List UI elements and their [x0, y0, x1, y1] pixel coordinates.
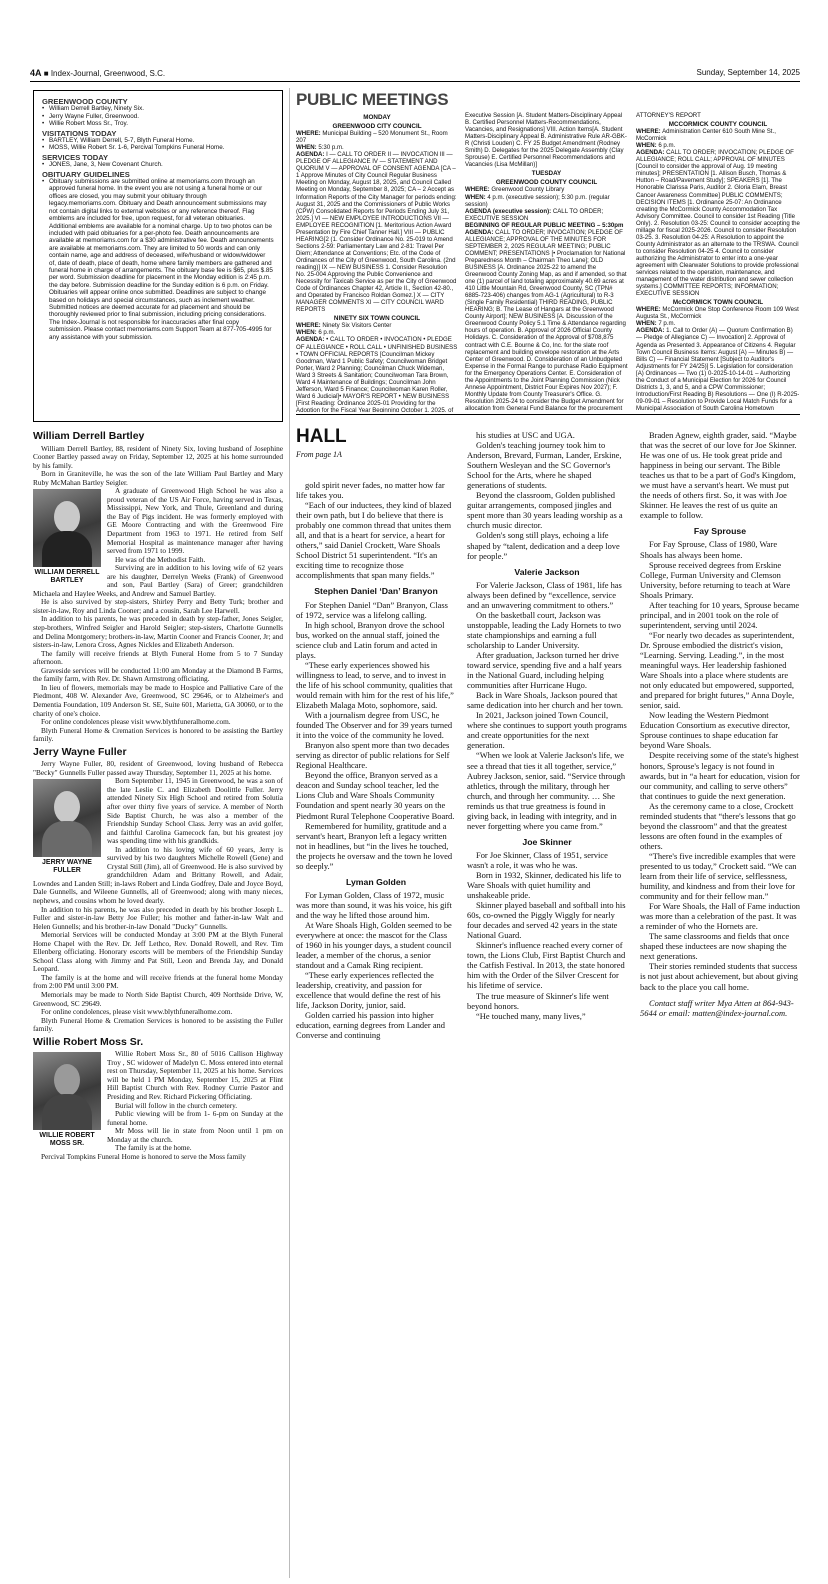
story-column-3	[640, 430, 800, 1578]
story-paragraph: Despite receiving some of the state's highest honors, Sprouse's legacy is not found in awards, but in “a heart for education, vision for our community, and calling to serve others” that continues to guide the next generation.	[640, 750, 800, 801]
obit-paragraph: In addition to his parents, he was also preceded in death by his brother Joseph L. Fuller and sister-in-law Betty Joe Fuller; his mother and father-in-law Walt and Helen Gunnells; and his brother-in-law Donald "Ducky" Gunnells.	[33, 904, 283, 931]
guidelines-heading: OBITUARY GUIDELINES	[42, 169, 130, 179]
meeting-label: WHERE:	[636, 306, 661, 314]
meeting-entry	[636, 128, 800, 142]
meeting-text: Executive Session [A. Student Matters-Disciplinary Appeal B. Certified Personnel Matters-Recommendations, Vacancies, and Resignations] VIII. Action Items[A. Student Matters-Disciplinary Appeal B. Administrative Rule AR-GBK-R (Christi Louden) C. FY 25 Budget Amendment (Rodney Smith) D. Delegates for the 2025 Delegate Assembly (Clay Sprouse) E. Certified Personnel Recommendations and Vacancies (Lisa McMillan)]	[465, 112, 627, 169]
meeting-text: CALL TO ORDER; INVOCATION; PLEDGE OF ALLEGIANCE; APPROVAL OF THE MINUTES FOR SEPTEMBER 2, 2025 REGULAR MEETING; PUBLIC COMMENT; PRESENTATIONS [• Proclamation for National Preparedness Month – Chairman Theo Lane]; OLD BUSINESS [A. Ordinance 2025-22 to amend the Greenwood County Zoning Map, as and if amended, so that one (1) parcel of land totaling approximately 40.69 acres at 410 Little Mountain Rd, Greenwood County, SC (TPN# 6885-723-406) changes from AG-1 (Agricultural) to R-3 (Single Family Residential) THIRD READING, PUBLIC HEARING; B. The Lease of Hangars at the Greenwood County Airport]; NEW BUSINESS [A. Discussion of the Greenwood County Policy 5.1 Time & Attendance regarding hours of operation. B. Approval of 2026 Official County Holidays. C. Consideration of the Approval of $708,875 contract with C.E. Bourne & Co, Inc. for the slate roof replacement and building envelope restoration at the Arts Center of Greenwood. D. Consideration of an Unbudgeted Expense in the Formal Range to purchase Radio Equipment for the Emergency Operations Center. E. Consideration of the Appointments to the Joint Planning Commission (Nick Annese Appointment, District Four Expires Nov 2027); F. Monthly Update from County Treasurer's Office. G. Resolution 2025-24 to consider the Budget Amendment for allocation from General Fund Balance for the procurement	[465, 228, 628, 412]
inductee-subhead: Fay Sprouse	[693, 526, 747, 537]
meeting-heading: TUESDAY	[531, 170, 562, 178]
meeting-entry	[296, 130, 458, 144]
section-divider	[296, 414, 800, 415]
story-column-2	[467, 430, 627, 1578]
story-paragraph: gold spirit never fades, no matter how far life takes you.	[296, 480, 445, 501]
meeting-text: ATTORNEY'S REPORT	[636, 112, 701, 119]
meeting-entry	[465, 229, 628, 412]
story-paragraph: Skinner's influence reached every corner of town, the Lions Club, First Baptist Church and the Catfish Festival. In 2013, the state honored him with the Order of the Silver Crescent for his lifetime of service.	[467, 940, 626, 991]
header-date: Sunday, September 14, 2025	[696, 68, 800, 77]
meeting-text: I — CALL TO ORDER II — INVOCATION III — PLEDGE OF ALLEGIANCE IV — STATEMENT AND QUORUM V — APPROVAL OF CONSENT AGENDA [CA – 1 Approve Minutes of City Council Regular Business Meeting on Monday, August 18, 2025, and Council Called Meeting on Monday, September 8, 2025; CA – 2 Accept as Information Reports of the City Manager for periods ending: August 31, 2025 and the Commissioners of Public Works (CPW) Consolidated Reports for Periods Ending July 31, 2025.] VI — NEW EMPLOYEE INTRODUCTIONS VII — EMPLOYEE RECOGNITION [1. Meritorious Action Award Presentation by Fire Chief Tanner Hall.] VIII — PUBLIC HEARING[2 (1. Consider Ordinance No. 25-019 to Amend Sections 2-59: Parliamentary Law and 2-81: Travel Per Diem; Attendance at Conventions; Etc. of the Code of Ordinances of the City of Greenwood, South Carolina. (2nd reading)] IX — NEW BUSINESS 1. Consider Resolution No. 25-004 Approving the Public Convenience and Necessity for Taxicab Service as per the City of Greenwood Code of Ordinances Chapter 42, Article II., Section 42-80., and Operated by Francisco Roldan Gomez.] X — CITY MANAGER COMMENTS XI — CITY COUNCIL WARD REPORTS	[296, 151, 457, 314]
page-number: 4A	[30, 68, 42, 78]
meeting-text: 6 p.m.	[656, 142, 676, 150]
story-paragraph: “Each of our inductees, they kind of blazed their own path, but I do believe that there is probably one common thread that unites them all, and that is a heart for service, a heart for others,” said Daniel Crockett, Ware Shoals School District 51 superintendent. “It's an exciting time to recognize those accomplishments that span many fields.”	[296, 500, 452, 581]
story-paragraph: For Joe Skinner, Class of 1951, service wasn't a role, it was who he was.	[467, 849, 608, 870]
meeting-label: WHEN:	[296, 144, 317, 152]
public-meetings-column-1	[296, 112, 458, 412]
meeting-heading: McCORMICK TOWN COUNCIL	[672, 299, 764, 307]
story-paragraph: As the ceremony came to a close, Crockett reminded students that “there's lessons that go beyond the classroom” and that the greatest lessons are often found in the examples of others.	[640, 800, 796, 851]
story-paragraph: his studies at USC and UGA.	[476, 430, 575, 440]
story-paragraph: Now leading the Western Piedmont Education Consortium as executive director, Sprouse continues to shape education far beyond Ware Shoals.	[640, 710, 790, 751]
story-paragraph: In 2021, Jackson joined Town Council, where she continues to support youth programs and create opportunities for the next generation.	[467, 710, 627, 751]
meeting-entry	[636, 149, 800, 297]
list-item: • JONES, Jane, 3, New Covenant Church.	[42, 161, 274, 168]
meeting-text: 6 p.m.	[316, 329, 336, 337]
meeting-entry	[465, 194, 628, 208]
meeting-entry	[465, 112, 628, 168]
meeting-label: AGENDA:	[465, 228, 494, 236]
meeting-label: WHEN:	[636, 142, 657, 150]
meeting-heading: GREENWOOD CITY COUNCIL	[332, 123, 422, 131]
story-paragraph: Beyond the office, Branyon served as a deacon and Sunday school teacher, led the Lions Club and Ware Shoals Community Foundation and spent nearly 30 years on the Piedmont Rural Telephone Cooperative Board.	[296, 770, 455, 821]
obit-paragraph: The family is at the home and will receive friends at the funeral home Monday from 2:00 PM until 3:00 PM.	[33, 972, 283, 991]
meeting-entry	[465, 186, 628, 193]
obit-paragraph: The family is at the home.	[115, 1143, 192, 1153]
obit-paragraph: Memorial Services will be conducted Monday at 3:00 PM at the Blyth Funeral Home Chapel with the Rev. Dr. Jeff Lethco, Rev. Donald Rowell, and Rev. Tim Ellenberg officiating. Honorary escorts will be members of the Friendship Sunday School Class along with Jimmy and Pat Still, Leon and Brenda Jay, and Donald Leopard.	[33, 930, 283, 974]
meeting-label: BEGINNING OF REGULAR PUBLIC MEETING – 5:30pm	[465, 221, 624, 229]
inductee-subhead: Lyman Golden	[345, 876, 406, 887]
story-paragraph: On the basketball court, Jackson was unstoppable, leading the Lady Hornets to two state championships and earning a full scholarship to Lander University.	[467, 609, 621, 650]
story-paragraph: At Ware Shoals High, Golden seemed to be everywhere at once: the mascot for the Class of 1960 in his younger days, a student council leader, a member of the chorus, a senior standout and a Camak Ring recipient.	[296, 919, 452, 971]
list-item: • MOSS, Willie Robert Sr. 1-6, Percival Tompkins Funeral Home.	[42, 144, 274, 151]
obit-paragraph: Graveside services will be conducted 11:00 am Monday at the Diamond B Farms, the family farm, with Rev. Dr. Shawn Armstrong officiating.	[33, 665, 283, 684]
public-meetings-column-3	[636, 112, 800, 412]
obit-paragraph: In lieu of flowers, memorials may be made to Hospice and Palliative Care of the Piedmont, 408 W. Alexander Ave, Greenwood, SC 29646, or to Alzheimer's and Dementia Foundation, 109 Anderson St. SE, Suite 601, Marietta, GA 30060, or to the charity of one's choice.	[33, 682, 283, 718]
meeting-label: AGENDA:	[636, 149, 665, 157]
portrait-photo	[33, 489, 101, 567]
story-paragraph: Golden's teaching journey took him to Anderson, Brevard, Furman, Lander, Erskine, Southern Wesleyan and the SC Governor's School for the Arts, where he shaped generations of students.	[467, 440, 622, 491]
obit-paragraph: He was of the Methodist Faith.	[115, 554, 206, 564]
meeting-entry	[465, 208, 628, 222]
visitations-heading: VISITATIONS TODAY	[42, 128, 117, 138]
photo-caption: JERRY WAYNE FULLER	[42, 859, 92, 875]
meeting-entry	[636, 327, 800, 412]
meeting-label: WHEN:	[636, 320, 657, 328]
meeting-entry	[296, 144, 458, 151]
obit-paragraph: Born in Graniteville, he was the son of the late William Paul Bartley and Mary Ruby McMahan Bartley Seigler.	[33, 469, 283, 487]
meeting-text: CALL TO ORDER; EXECUTIVE SESSION	[465, 207, 604, 222]
meeting-text: Greenwood County Library	[489, 186, 565, 194]
story-paragraph: The same classrooms and fields that once shaped these inductees are now shaping the next generations.	[640, 931, 790, 962]
obit-photo-bartley	[33, 489, 101, 585]
story-paragraph: “For nearly two decades as superintendent, Dr. Sprouse embodied the district's vision, “Learning. Serving. Leading.”, in the most meaningful ways. Her leadership fashioned Ware Shoals into a place where students are not only educated but empowered, supported, and prepared for bright futures,” Anna Doyle, senior, said.	[640, 629, 795, 711]
guidelines-text: • Obituary submissions are submitted online at memoriams.com through an approved funeral home. In the event you are not using a funeral home or our offices are closed, you may submit your obituary through legacy.memoriams.com. Obituary and Death announcement submissions may not contain digital links to external websites or any reference thereof. Flag emblems are included for free, upon request, for all veteran obituaries. Additional emblems are available for a nominal charge. Up to two photos can be included with paid obituaries for a per-photo fee. Death announcements are available at memoriams.com for a $30 administrative fee. Death announcements are available at memoriams.com. They are limited to 50 words and can only contain name, age and address of deceased, wife/husband or widow/widower of, date of death, place of death, home where family members are gathered and funeral home in charge of arrangements. The obituary base fee is $65, plus $.85 per word. Submission deadline for placement in the Monday edition is 2:45 p.m. the day before. Submission deadline for the Sunday edition is 6 p.m. on Friday. Obituaries will appear online once submitted. Deadlines are subject to change based on holidays and special circumstances, such as inclement weather. Submitted notices are deemed accurate for ad placement and should be thoroughly reviewed prior to final submission, including pricing considerations. The Index-Journal is not responsible for inaccuracies after final copy submission. Please contact memoriams.com Support Team at 877-705-4995 for any assistance with your submission.	[42, 178, 274, 341]
list-item: • BARTLEY, William Derrell, 5-7, Blyth Funeral Home.	[42, 137, 274, 144]
meeting-text: 1. Call to Order (A) — Quorum Confirmation B) — Pledge of Allegiance C) — Invocation] 2. Approval of Agenda as Presented 3. Appearance of Citizens 4. Regular Town Council Business Items: August [A) — Minutes B) — Bills C) — Financial Statement [Subject to Auditor's Adjustments for FY 24/25)] 5. Legislation for consideration [A) Ordinances — Two (1) 0-2025-10-14-01 – Authorizing the Conduct of a Municipal Election for 2026 for Council Districts 1, 3, and 5, and a CPW Commissioner; Introduction/First Reading B) Resolutions — One (I) R-2025-09-09-01 – Resolution to Provide Local Match Funds for a Municipal Association of South Carolina Hometown	[636, 327, 800, 412]
meeting-label: AGENDA (executive session):	[465, 207, 552, 215]
obit-paragraph: Percival Tompkins Funeral Home is honored to serve the Moss family	[41, 1151, 246, 1161]
obit-paragraph: Blyth Funeral Home & Cremation Services is honored to be assisting the Fuller family.	[33, 1015, 283, 1034]
story-paragraph: The true measure of Skinner's life went beyond honors.	[467, 990, 609, 1011]
obit-name-fuller: Jerry Wayne Fuller	[33, 745, 127, 758]
story-paragraph: For Stephen Daniel “Dan” Branyon, Class of 1972, service was a lifelong calling.	[296, 599, 448, 620]
meeting-text: • CALL TO ORDER • INVOCATION • PLEDGE OF ALLEGIANCE • ROLL CALL • UNFINISHED BUSINESS • TOWN OFFICIAL REPORTS [Councilman Mickey Goodman, Ward 1 Public Safety; Councilwoman Bridget Porter, Ward 2 Planning; Councilman Chuck Wideman, Ward 3 Streets & Sanitation; Councilwoman Tara Brown, Ward 4 Maintenance of Buildings; Councilman John Jefferson, Ward 5 Finance; Councilwoman Karen Roller, Ward 6 Judicial]• MAYOR'S REPORT • NEW BUSINESS [First Reading: Ordinance 2025-01 Providing for the Adoption for the Fiscal Year Beginning October 1, 2025, of	[296, 336, 458, 412]
story-paragraph: “When we look at Valerie Jackson's life, we see a thread that ties it all together, service,” Aubrey Jackson, senior, said. “Service through athletics, through the military, through her church, and through her community. … She reminds us that true greatness is found in giving back, in leading with integrity, and in never forgetting where you came from.”	[467, 750, 626, 831]
meeting-entry	[296, 336, 458, 412]
meeting-label: WHEN:	[296, 329, 317, 337]
meeting-label: WHERE:	[636, 128, 661, 136]
meeting-text: McCormick One Stop Conference Room 109 West Augusta St., McCormick	[636, 306, 799, 321]
meeting-text: 4 p.m. (executive session); 5:30 p.m. (regular session)	[465, 193, 610, 208]
story-paragraph: After teaching for 10 years, Sprouse became principal, and in 2001 took on the role of superintendent, serving until 2024.	[640, 599, 800, 630]
meeting-label: WHERE:	[465, 186, 490, 194]
county-heading: GREENWOOD COUNTY	[42, 97, 128, 106]
meeting-label: WHERE:	[296, 322, 321, 330]
meeting-text: Administration Center 610 South Mine St., McCormick	[636, 128, 776, 143]
obit-paragraph: William Derrell Bartley, 88, resident of Ninety Six, loving husband of Josephine Cooner Bartley passed away on Friday, September 12, 2025 at his home surrounded by his family.	[33, 443, 283, 470]
obituary-info-box	[33, 90, 283, 422]
meeting-text: 7 p.m.	[656, 320, 676, 328]
meeting-entry	[636, 142, 800, 149]
story-paragraph: With a journalism degree from USC, he founded The Observer and for 39 years turned it into the voice of the community he loved.	[296, 710, 453, 741]
obituaries-column	[33, 428, 283, 1578]
square-icon: ■	[43, 69, 49, 78]
story-paragraph: For Fay Sprouse, Class of 1980, Ware Shoals has always been home.	[640, 539, 778, 560]
meeting-label: AGENDA:	[296, 151, 325, 159]
county-list	[42, 105, 274, 127]
obit-photo-fuller	[33, 779, 101, 875]
meeting-entry	[636, 306, 800, 320]
meeting-text: CALL TO ORDER; INVOCATION; PLEDGE OF ALLEGIANCE; ROLL CALL; APPROVAL OF MINUTES [Council to consider the approval of Aug. 19 meeting minutes]; PRESENTATION [1. Allison Busch, Thomas & Hutton – Road/Pavement Study]; SPEAKERS [1]. The Honorable Clarissa Paris, Auditor 2. Gloria Elam, Breast Cancer Awareness Committee] PUBLIC COMMENTS; DECISION ITEMS [1. Ordinance 25-07: An Ordinance creating the McCormick County Accommodation Tax Advisory Committee. Council to consider 1st Reading (Title Only). 2. Resolution 03-25: Council to consider accepting the millage for fiscal 2025-2026. Council to consider Resolution 03-25. 3. Resolution 04-25: A Resolution to appoint the County Administrator as an alternate to the TRSWA. Council to consider Resolution 04-25 4. Council to consider authorizing the Administrator to enter into a one-year agreement with Clearwater Solutions to provide professional services related to the operation, maintenance, and management of the water distribution and sewer collection systems.] COMMITTEE REPORTS; INFORMATION; EXECUTIVE SESSION	[636, 149, 800, 298]
meeting-heading: GREENWOOD COUNTY COUNCIL	[495, 179, 598, 187]
meeting-text: Municipal Building – 520 Monument St., Room 207	[296, 130, 448, 145]
story-paragraph: After graduation, Jackson turned her drive toward service, spending five and a half years in the National Guard, including helping communities after Hurricane Hugo.	[467, 649, 622, 691]
meeting-text: 5:30 p.m.	[316, 144, 344, 152]
meeting-heading: MONDAY	[363, 114, 391, 121]
services-list	[42, 161, 274, 168]
story-jump-line: From page 1A	[296, 450, 342, 459]
meeting-entry	[296, 151, 458, 313]
obit-paragraph: Memorials may be made to North Side Baptist Church, 409 Northside Drive, W, Greenwood, SC 29649.	[33, 990, 283, 1008]
inductee-subhead: Stephen Daniel ‘Dan’ Branyon	[314, 586, 438, 597]
list-item: • Jerry Wayne Fuller, Greenwood.	[42, 113, 274, 120]
story-paragraph: “These early experiences reflected the leadership, creativity, and passion for excellence that would define the rest of his life, Jackson Dority, junior, said.	[296, 970, 441, 1011]
story-paragraph: For Valerie Jackson, Class of 1981, life has always been defined by “excellence, service and an unwavering commitment to others.”	[467, 579, 622, 610]
obit-photo-moss	[33, 1052, 101, 1148]
obit-paragraph: Public viewing will be from 1- 6-pm on Sunday at the funeral home.	[107, 1109, 283, 1127]
story-paragraph: “There's five incredible examples that were presented to us today,” Crockett said. “We can learn from their life of service, selflessness, humility, and kindness and from their love for community and for their fellow man.”	[640, 850, 797, 902]
meeting-label: WHERE:	[296, 130, 321, 138]
meeting-label: WHEN:	[465, 193, 486, 201]
obit-paragraph: Mr Moss will lie in state from Noon until 1 pm on Monday at the church.	[107, 1126, 283, 1144]
obit-paragraph: Willie Robert Moss Sr., 80 of 5016 Callison Highway Troy , SC widower of Madelyn C. Moss entered into eternal rest on Thursday, September 11, 2025 at his home. Services will be held 1 PM Monday, September 15, 2025 at Flint Hill Baptist Church with Rev. Rodney Currie Pastor and Presiding and Rev. Richard Pickering Officiating.	[107, 1049, 283, 1102]
page-header	[30, 66, 800, 82]
story-paragraph: “These early experiences showed his willingness to lead, to serve, and to invest in the life of his school community, qualities that would remain with him for the rest of his life,” Elizabeth Malaga Moto, sophomore, said.	[296, 659, 454, 710]
obit-paragraph: Blyth Funeral Home & Cremation Services is honored to be assisting the Bartley family.	[33, 725, 283, 744]
meeting-heading: MCCORMICK COUNTY COUNCIL	[668, 121, 768, 129]
paper-name: Index-Journal, Greenwood, S.C.	[50, 69, 166, 78]
story-column-1	[296, 480, 456, 1578]
portrait-photo	[33, 779, 101, 857]
guidelines-list	[42, 178, 274, 341]
column-divider	[289, 88, 290, 1578]
photo-caption: WILLIE ROBERT MOSS SR.	[39, 1132, 95, 1148]
story-title: HALL	[296, 426, 347, 447]
story-paragraph: Braden Agnew, eighth grader, said. “Maybe that was the secret of our love for Joe Skinner. He was one of us. He took great pride and happiness in being our servant. The Bible teaches us that to be a part of God's Kingdom, we must have a servant's heart. We must put the needs of others first. So, it was with Joe Skinner. He leaves the rest of us quite an example to follow.	[640, 430, 797, 521]
inductee-subhead: Joe Skinner	[522, 836, 572, 847]
story-paragraph: In high school, Branyon drove the school bus, worked on the annual staff, joined the science club and Latin forum and acted in plays.	[296, 619, 445, 660]
public-meetings-column-2	[465, 112, 628, 412]
list-item: • Willie Robert Moss Sr., Troy.	[42, 120, 274, 127]
services-heading: SERVICES TODAY	[42, 152, 109, 162]
story-paragraph: For Lyman Golden, Class of 1972, music was more than sound, it was his voice, his gift and the way he lifted those around him.	[296, 889, 452, 920]
meeting-heading: NINETY SIX TOWN COUNCIL	[333, 315, 421, 323]
public-meetings-title: PUBLIC MEETINGS	[296, 90, 449, 109]
story-paragraph: “He touched many, many lives,”	[476, 1010, 586, 1021]
meeting-entry	[296, 322, 458, 329]
obit-paragraph: He is also survived by step-sisters, Shirley Perry and Betty Turk; brother and sister-in-law, Roy and Linda Cooner; and a cousin, Sarah Lee Harwell.	[33, 597, 283, 615]
meeting-label: AGENDA:	[636, 327, 665, 335]
story-paragraph: Born in 1932, Skinner, dedicated his life to Ware Shoals with quiet humility and unshakeable pride.	[467, 869, 622, 901]
obit-paragraph: Surviving are in addition to his loving wife of 62 years are his daughter, Derrelyn Weeks (Frank) of Greenwood and son, Paul Bartley (Sara) of Greer; grandchildren Michaela and Haylee Weeks, and Andrew and Samuel Bartley.	[33, 563, 283, 598]
inductee-subhead: Valerie Jackson	[514, 566, 580, 577]
obit-paragraph: Jerry Wayne Fuller, 80, resident of Greenwood, loving husband of Rebecca "Becky" Gunnells Fuller passed away Thursday, September 11, 2025 at his home.	[33, 759, 283, 777]
meeting-entry	[636, 112, 800, 119]
meeting-label: AGENDA:	[296, 336, 325, 344]
story-paragraph: For Ware Shoals, the Hall of Fame induction was more than a celebration of the past. It was a reminder of who the Hornets are.	[640, 901, 800, 932]
obit-paragraph: In addition to his loving wife of 60 years, Jerry is survived by his two daughters Michelle Rowell (Gene) and Crystal Still (Jim), all of Greenwood. He is also survived by grandchildren Adam and Brittany Rowell, and Adair, Lowndes and Landen Still; in-laws Robert and Linda Godfrey, Dale and Joyce Boyd, Dale Gunnells, and Wileene Gunnells, all of Greenwood; along with many nieces, nephews, and cousins whom he loved dearly.	[33, 844, 283, 905]
story-paragraph: Sprouse received degrees from Erskine College, Furman University and Clemson University, before returning to teach at Ware Shoals Primary.	[640, 559, 791, 600]
obit-paragraph: Burial will follow in the church cemetery.	[115, 1100, 238, 1110]
story-paragraph: Remembered for humility, gratitude and a servant's heart, Branyon left a legacy written not in headlines, but “in the lives he touched, the projects he oversaw and the town he loved so deeply.”	[296, 820, 453, 871]
obit-paragraph: Born September 11, 1945 in Greenwood, he was a son of the late Leslie C. and Elizabeth Doolittle Fuller. Jerry attended Ninety Six High School and retired from Solutia after over thirty five years of service. A member of North Side Baptist Church, he was also a member of the Friendship Sunday School Class. Jerry was an avid golfer, and faithful Carolina Gamecock fan, but his greatest joy was spending time with his grandkids.	[107, 776, 283, 846]
obit-paragraph: For online condolences please visit www.blythfuneralhome.com.	[41, 717, 231, 727]
meeting-entry	[296, 329, 458, 336]
story-paragraph: Beyond the classroom, Golden published guitar arrangements, composed jingles and spent more than 30 years leading worship as a church music director.	[467, 490, 623, 531]
obit-paragraph: The family will receive friends at Blyth Funeral Home from 5 to 7 Sunday afternoon.	[33, 648, 283, 667]
meeting-entry	[465, 222, 628, 229]
obit-name-bartley: William Derrell Bartley	[33, 430, 145, 442]
visitations-list	[42, 137, 274, 152]
obit-paragraph: For online condolences, please visit www.blythfuneralhome.com.	[41, 1007, 233, 1017]
obit-name-moss: Willie Robert Moss Sr.	[33, 1035, 144, 1048]
story-paragraph: Skinner played baseball and softball into his 60s, co-owned the Piggly Wiggly for nearly four decades and served 42 years in the state National Guard.	[467, 900, 626, 941]
story-paragraph: Branyon also spent more than two decades serving as director of public relations for Self Regional Healthcare.	[296, 740, 450, 771]
writer-contact: Contact staff writer Mya Atten at 864-943-5644 or email: matten@index-journal.com.	[640, 997, 794, 1018]
story-paragraph: Golden carried his passion into higher education, earning degrees from Lander and Converse and continuing	[296, 1010, 445, 1041]
story-paragraph: Back in Ware Shoals, Jackson poured that same dedication into her church and her town.	[467, 690, 624, 711]
portrait-photo	[33, 1052, 101, 1130]
photo-caption: WILLIAM DERRELL BARTLEY	[34, 569, 100, 585]
obit-paragraph: A graduate of Greenwood High School he was also a proud veteran of the US Air Force, having served in Texas, Mississippi, New York, and Thule, Greenland and during the Bay of Pigs incident. He was formerly employed with GE Moore Contracting and with the Greenwood Fire Department from 1963 to 1971. He retired from Self Memorial Hospital as maintenance manager after having served from 1971 to 1999.	[107, 486, 283, 556]
story-paragraph: Golden's song still plays, echoing a life shaped by “talent, dedication and a deep love for people.”	[467, 530, 620, 561]
obit-paragraph: In addition to his parents, he was preceded in death by step-father, Jones Seigler, step-brothers, Winfred Seigler and Harold Seigler; step-sisters, Charlotte Gunnells and Delina Montgomery; brothers-in-law, Martin Cooner and Francis Cooner, Jr; and sisters-in-law, Lenora Cross, Agnes Nickles and Elizabeth Anderson.	[33, 614, 283, 650]
meeting-text: Ninety Six Visitors Center	[320, 322, 392, 330]
header-left	[30, 68, 165, 78]
list-item: • William Derrell Bartley, Ninety Six.	[42, 105, 274, 112]
meeting-entry	[636, 320, 800, 327]
story-paragraph: Their stories reminded students that success is not just about achievement, but about giving back to the place you call home.	[640, 961, 798, 992]
